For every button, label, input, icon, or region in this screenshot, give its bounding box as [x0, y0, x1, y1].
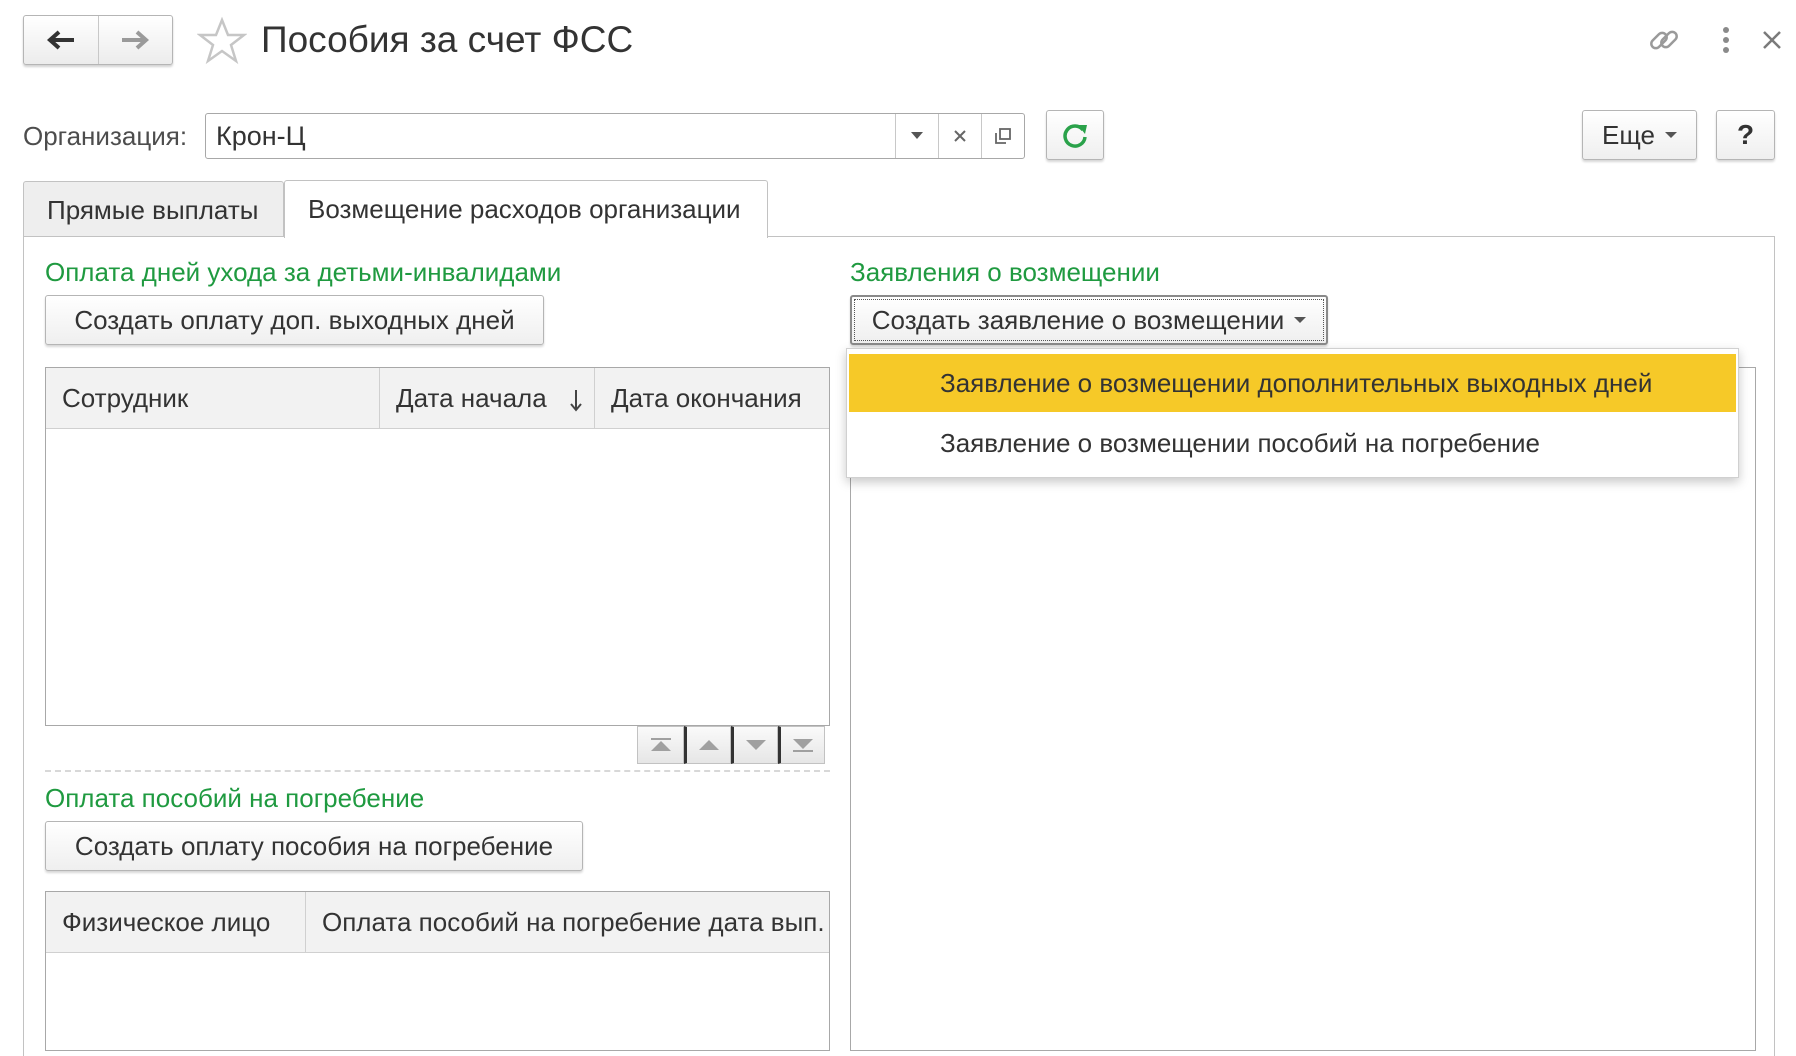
forward-button[interactable] — [98, 16, 173, 64]
create-reimbursement-request-button[interactable] — [850, 295, 1328, 345]
column-start-date-label: Дата начала — [396, 383, 547, 413]
forward-arrow-icon — [120, 29, 150, 51]
burial-section-title: Оплата пособий на погребение — [45, 783, 425, 813]
refresh-icon — [1061, 121, 1089, 149]
menu-item-extra-days-reimbursement[interactable]: Заявление о возмещении дополнительных выходных дней — [849, 354, 1736, 412]
caret-down-icon — [1294, 317, 1306, 323]
refresh-button[interactable] — [1046, 110, 1104, 160]
column-person[interactable]: Физическое лицо — [46, 892, 306, 952]
close-button[interactable] — [1750, 18, 1794, 62]
move-first-icon — [650, 737, 672, 753]
tab-direct-payments[interactable]: Прямые выплаты — [23, 181, 284, 236]
move-up-icon — [698, 738, 720, 752]
move-last-icon — [792, 737, 814, 753]
move-up-button[interactable] — [684, 726, 731, 764]
section-divider — [45, 770, 830, 772]
organization-clear-button[interactable] — [938, 114, 981, 158]
navigation-buttons — [23, 15, 173, 65]
more-label: Еще — [1602, 119, 1655, 150]
sort-down-icon — [570, 388, 582, 412]
column-start-date[interactable] — [380, 368, 595, 428]
back-button[interactable] — [24, 16, 98, 64]
organization-open-button[interactable] — [981, 114, 1024, 158]
child-care-section-title: Оплата дней ухода за детьми-инвалидами — [45, 257, 562, 287]
link-button[interactable] — [1642, 18, 1686, 62]
table-header — [46, 368, 829, 429]
move-down-button[interactable] — [731, 726, 778, 764]
move-first-button[interactable] — [637, 726, 684, 764]
more-button[interactable] — [1582, 110, 1697, 160]
create-burial-payment-button[interactable]: Создать оплату пособия на погребение — [45, 821, 583, 871]
organization-field[interactable] — [205, 113, 1025, 159]
organization-input[interactable]: Крон-Ц — [216, 121, 306, 151]
move-last-button[interactable] — [778, 726, 825, 764]
more-actions-button[interactable] — [1704, 18, 1748, 62]
chevron-down-icon — [911, 132, 923, 140]
column-burial-payment-date[interactable]: Оплата пособий на погребение дата вып. — [322, 907, 825, 937]
tab-expense-reimbursement[interactable]: Возмещение расходов организации — [284, 180, 768, 238]
move-down-icon — [745, 738, 767, 752]
page-title: Пособия за счет ФСС — [261, 19, 634, 60]
link-icon — [1647, 23, 1681, 57]
favorite-star-button[interactable] — [197, 16, 247, 66]
child-care-table[interactable] — [45, 367, 830, 726]
column-end-date[interactable]: Дата окончания — [611, 383, 802, 413]
back-arrow-icon — [46, 29, 76, 51]
organization-dropdown-button[interactable] — [895, 114, 938, 158]
organization-label: Организация: — [23, 121, 188, 151]
reimbursement-section-title: Заявления о возмещении — [850, 257, 1160, 287]
create-reimbursement-request-label: Создать заявление о возмещении — [871, 304, 1285, 335]
create-extra-days-payment-button[interactable]: Создать оплату доп. выходных дней — [45, 295, 544, 345]
menu-item-burial-reimbursement[interactable]: Заявление о возмещении пособий на погребение — [940, 428, 1541, 458]
reimbursement-dropdown-menu — [846, 348, 1739, 478]
clear-icon — [954, 130, 966, 142]
table-header — [46, 892, 829, 953]
column-employee[interactable]: Сотрудник — [46, 368, 380, 428]
table-pager — [637, 726, 825, 764]
help-button[interactable]: ? — [1716, 110, 1775, 160]
more-vertical-icon — [1721, 25, 1731, 55]
close-icon — [1761, 29, 1783, 51]
open-window-icon — [994, 127, 1012, 145]
star-icon — [197, 16, 247, 66]
burial-table[interactable] — [45, 891, 830, 1051]
caret-down-icon — [1665, 132, 1677, 138]
